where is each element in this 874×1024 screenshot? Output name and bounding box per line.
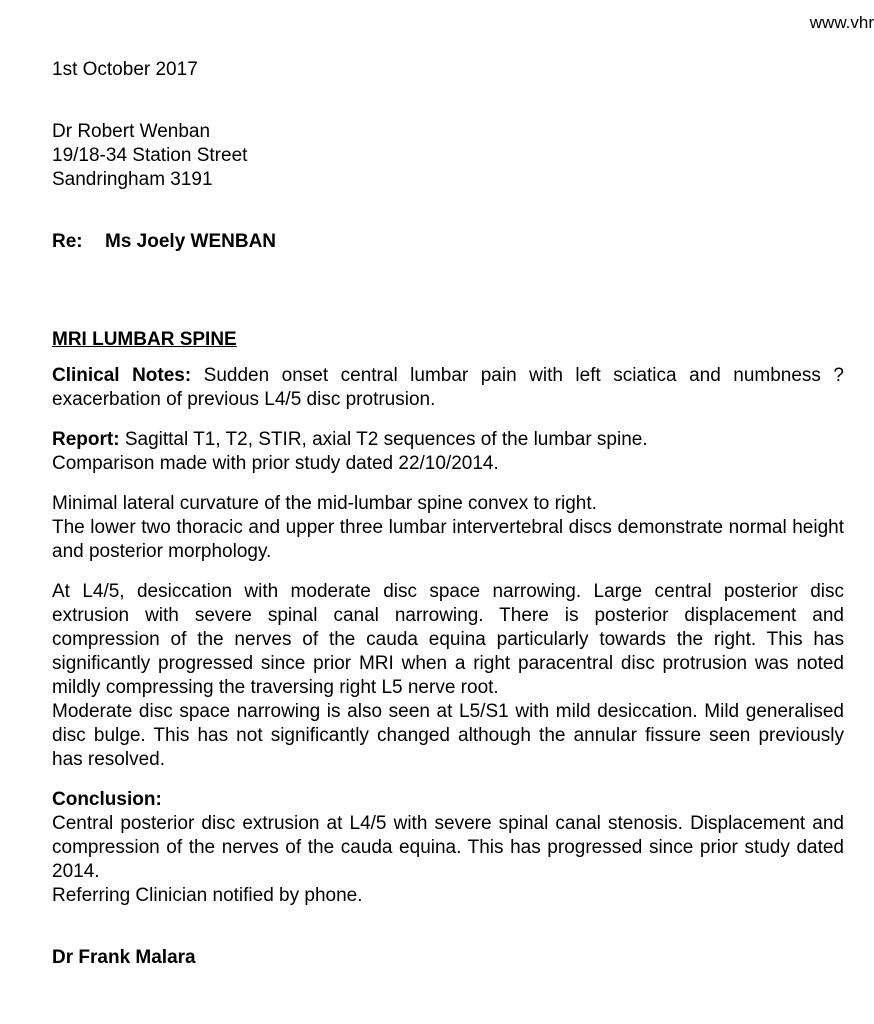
findings-levels bbox=[52, 580, 844, 772]
re-patient: Ms Joely WENBAN bbox=[105, 231, 277, 252]
findings-l45: At L4/5, desiccation with moderate disc space narrowing. Large central posterior disc extrusion with severe spinal canal narrowing. There is posterior displacement and compression of the nerves of the cauda equina particularly towards the right. This has significantly progressed since prior MRI when a right paracentral disc protrusion was noted mildly compressing the traversing right L5 nerve root. bbox=[52, 581, 844, 698]
conclusion-text: Central posterior disc extrusion at L4/5 with severe spinal canal stenosis. Displacement and compression of the nerves of the cauda equina. This has progressed since prior study dated 2014. bbox=[52, 813, 844, 882]
findings-l5s1: Moderate disc space narrowing is also seen at L5/S1 with mild desiccation. Mild generalised disc bulge. This has not significantly changed although the annular fissure seen previously has resolved. bbox=[52, 701, 844, 770]
header-url: www.vhr bbox=[809, 13, 874, 32]
findings-line1: Minimal lateral curvature of the mid-lumbar spine convex to right. bbox=[52, 493, 597, 514]
clinical-notes-label: Clinical Notes: bbox=[52, 365, 192, 386]
findings-curvature bbox=[52, 492, 844, 564]
conclusion-notified: Referring Clinician notified by phone. bbox=[52, 885, 363, 906]
re-label: Re: bbox=[52, 231, 83, 252]
conclusion-section bbox=[52, 788, 844, 908]
clinical-notes bbox=[52, 364, 844, 412]
recipient-name: Dr Robert Wenban bbox=[52, 121, 211, 142]
report-line1: Sagittal T1, T2, STIR, axial T2 sequences of the lumbar spine. bbox=[119, 429, 648, 450]
report-section bbox=[52, 428, 844, 476]
recipient-street: 19/18-34 Station Street bbox=[52, 145, 248, 166]
report-line2: Comparison made with prior study dated 22/10/2014. bbox=[52, 453, 499, 474]
re-line bbox=[52, 230, 844, 254]
signature: Dr Frank Malara bbox=[52, 947, 196, 968]
clinical-notes-text: Sudden onset central lumbar pain with left sciatica and numbness ? exacerbation of previous L4/5 disc protrusion. bbox=[52, 365, 844, 410]
report-heading: MRI LUMBAR SPINE bbox=[52, 329, 237, 350]
recipient-address bbox=[52, 120, 844, 192]
letter-body bbox=[52, 58, 844, 970]
letter-date: 1st October 2017 bbox=[52, 59, 198, 80]
report-label: Report: bbox=[52, 429, 120, 450]
conclusion-label: Conclusion: bbox=[52, 789, 162, 810]
recipient-suburb: Sandringham 3191 bbox=[52, 169, 213, 190]
findings-line2: The lower two thoracic and upper three lumbar intervertebral discs demonstrate normal height and posterior morphology. bbox=[52, 517, 844, 562]
